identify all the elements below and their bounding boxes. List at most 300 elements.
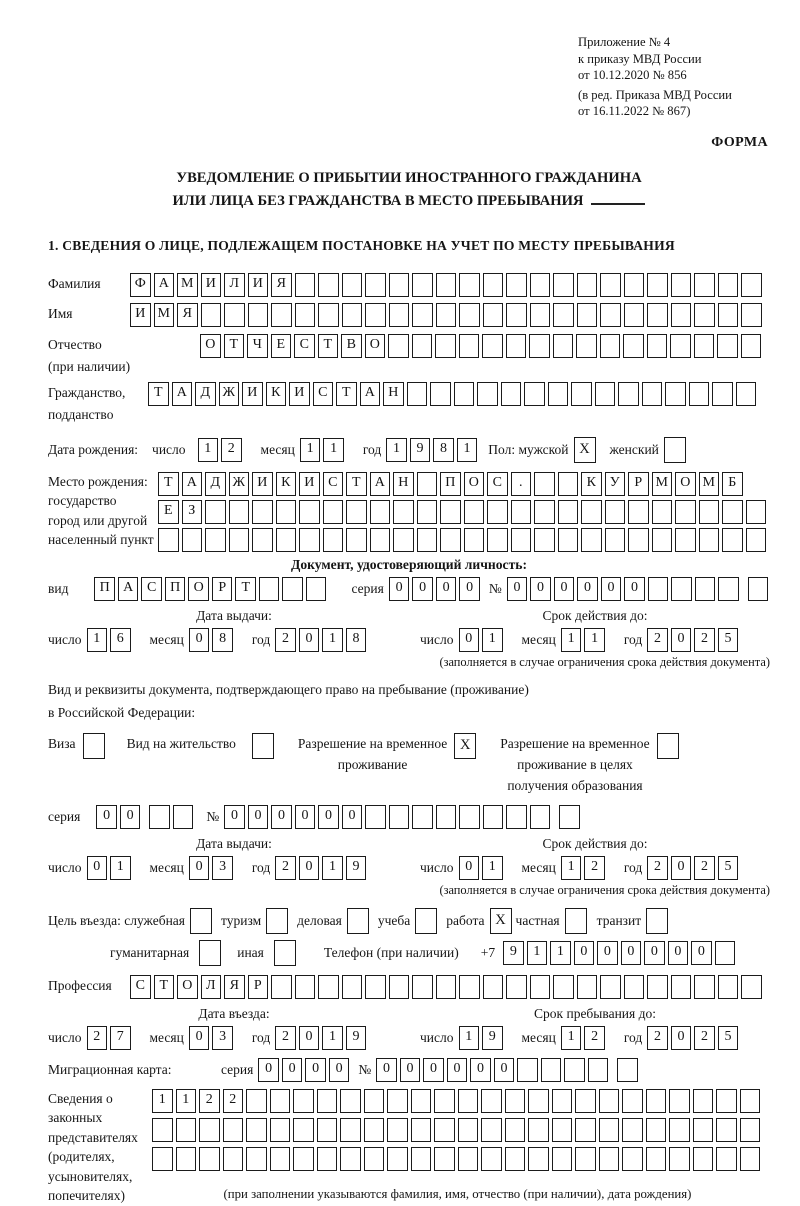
form-cell: К bbox=[276, 472, 297, 496]
form-cell bbox=[595, 382, 616, 406]
form-cell bbox=[487, 500, 508, 524]
form-cell bbox=[176, 1118, 197, 1142]
res-expiry-day bbox=[459, 856, 506, 880]
form-cell bbox=[652, 500, 673, 524]
form-cell: 2 bbox=[647, 628, 668, 652]
form-cell bbox=[246, 1118, 267, 1142]
form-cell: Я bbox=[224, 975, 245, 999]
cell-group bbox=[459, 1026, 506, 1044]
birth-place-block bbox=[48, 472, 770, 552]
cell-group bbox=[503, 941, 738, 959]
form-cell: 0 bbox=[671, 628, 692, 652]
form-cell: Т bbox=[346, 472, 367, 496]
form-cell bbox=[317, 1118, 338, 1142]
form-cell bbox=[483, 805, 504, 829]
cell-group bbox=[459, 856, 506, 874]
patronymic-row bbox=[48, 334, 770, 378]
form-cell: 1 bbox=[198, 438, 219, 462]
form-cell bbox=[436, 303, 457, 327]
form-cell bbox=[389, 273, 410, 297]
issue-date-header: Дата выдачи: bbox=[196, 607, 272, 623]
mig-series-label: серия bbox=[221, 1061, 254, 1077]
cell-group bbox=[561, 1026, 608, 1044]
form-cell bbox=[529, 334, 550, 358]
form-cell bbox=[481, 1118, 502, 1142]
sex-female-checkbox bbox=[664, 437, 686, 463]
name-row bbox=[48, 303, 770, 327]
form-cell bbox=[694, 334, 715, 358]
form-cell bbox=[205, 500, 226, 524]
form-cell bbox=[370, 500, 391, 524]
form-cell bbox=[317, 1147, 338, 1171]
form-cell bbox=[276, 528, 297, 552]
year-label: год bbox=[362, 441, 382, 457]
form-cell: 2 bbox=[694, 856, 715, 880]
form-cell: 2 bbox=[87, 1026, 108, 1050]
day-label: число bbox=[48, 1029, 82, 1045]
form-cell bbox=[736, 382, 757, 406]
form-cell: 1 bbox=[482, 628, 503, 652]
private-checkbox bbox=[565, 908, 587, 934]
form-cell bbox=[746, 500, 767, 524]
cell-group bbox=[130, 273, 765, 291]
study-label: учеба bbox=[377, 912, 411, 928]
form-cell: Р bbox=[248, 975, 269, 999]
res-expiry-col bbox=[420, 836, 770, 898]
form-cell bbox=[695, 577, 716, 601]
form-cell bbox=[506, 334, 527, 358]
form-cell bbox=[182, 528, 203, 552]
form-cell: 2 bbox=[694, 628, 715, 652]
form-cell bbox=[318, 273, 339, 297]
form-cell bbox=[746, 528, 767, 552]
form-cell: 0 bbox=[299, 628, 320, 652]
form-cell bbox=[293, 1118, 314, 1142]
form-cell: Ф bbox=[130, 273, 151, 297]
tourism-label: туризм bbox=[221, 912, 262, 928]
stay-day bbox=[459, 1026, 506, 1050]
form-cell bbox=[717, 334, 738, 358]
form-cell bbox=[365, 975, 386, 999]
form-cell: 2 bbox=[584, 1026, 605, 1050]
form-cell bbox=[282, 577, 303, 601]
form-cell bbox=[618, 382, 639, 406]
birth-place-cells-3 bbox=[158, 528, 769, 552]
form-cell bbox=[412, 975, 433, 999]
form-cell bbox=[689, 382, 710, 406]
form-cell: А bbox=[360, 382, 381, 406]
form-cell bbox=[558, 500, 579, 524]
cell-group bbox=[389, 577, 483, 595]
form-cell bbox=[647, 975, 668, 999]
issue-date-header: Дата выдачи: bbox=[196, 835, 272, 851]
form-cell bbox=[600, 334, 621, 358]
form-cell: Т bbox=[336, 382, 357, 406]
cell-group bbox=[748, 577, 772, 592]
year-label: год bbox=[251, 631, 271, 647]
stay-until-header: Срок пребывания до: bbox=[534, 1005, 656, 1021]
form-cell bbox=[528, 1147, 549, 1171]
form-cell: Р bbox=[212, 577, 233, 601]
form-cell: 1 bbox=[386, 438, 407, 462]
res-expiry-month bbox=[561, 856, 608, 880]
residence-permit-checkbox bbox=[252, 733, 274, 759]
form-cell: 0 bbox=[459, 577, 480, 601]
form-cell: Ч bbox=[247, 334, 268, 358]
rvp-checkbox: X bbox=[454, 733, 476, 759]
mig-number-cells bbox=[376, 1058, 641, 1082]
year-label: год bbox=[623, 1029, 643, 1045]
validity-note: (заполняется в случае ограничения срока действия документа) bbox=[439, 654, 770, 669]
work-label: работа bbox=[446, 912, 485, 928]
annex-line: (в ред. Приказа МВД России bbox=[578, 87, 732, 102]
forma-label: ФОРМА bbox=[711, 135, 768, 151]
form-cell bbox=[271, 303, 292, 327]
form-cell: К bbox=[581, 472, 602, 496]
form-cell bbox=[346, 528, 367, 552]
form-cell bbox=[599, 1089, 620, 1113]
res-issue-year bbox=[275, 856, 369, 880]
form-cell bbox=[295, 975, 316, 999]
form-cell: Л bbox=[201, 975, 222, 999]
business-label: деловая bbox=[297, 912, 342, 928]
form-cell bbox=[389, 975, 410, 999]
sex-male-label: Пол: мужской bbox=[488, 441, 569, 457]
form-cell: Т bbox=[235, 577, 256, 601]
cell-group bbox=[376, 1058, 611, 1076]
form-cell bbox=[599, 1147, 620, 1171]
form-cell bbox=[407, 382, 428, 406]
form-title-line2: ИЛИ ЛИЦА БЕЗ ГРАЖДАНСТВА В МЕСТО ПРЕБЫВАНИЯ bbox=[48, 190, 770, 213]
form-cell bbox=[718, 975, 739, 999]
form-cell: 8 bbox=[346, 628, 367, 652]
form-cell: 1 bbox=[527, 941, 548, 965]
section1-heading: 1. СВЕДЕНИЯ О ЛИЦЕ, ПОДЛЕЖАЩЕМ ПОСТАНОВКЕ НА УЧЕТ ПО МЕСТУ ПРЕБЫВАНИЯ bbox=[48, 237, 675, 253]
form-cell bbox=[693, 1089, 714, 1113]
surname-row bbox=[48, 273, 770, 297]
rvp-item bbox=[298, 733, 476, 775]
year-label: год bbox=[623, 631, 643, 647]
form-cell: 9 bbox=[410, 438, 431, 462]
cell-group bbox=[158, 500, 769, 518]
form-cell bbox=[712, 382, 733, 406]
form-cell bbox=[459, 273, 480, 297]
form-cell bbox=[693, 1118, 714, 1142]
form-cell bbox=[152, 1118, 173, 1142]
form-cell: А bbox=[172, 382, 193, 406]
form-cell bbox=[716, 1089, 737, 1113]
birth-date-label: Дата рождения: bbox=[48, 441, 139, 457]
form-cell bbox=[318, 975, 339, 999]
patronymic-cells bbox=[200, 334, 764, 358]
form-cell bbox=[646, 1118, 667, 1142]
form-cell: 0 bbox=[470, 1058, 491, 1082]
form-cell: 0 bbox=[342, 805, 363, 829]
form-cell bbox=[505, 1089, 526, 1113]
form-cell bbox=[541, 1058, 562, 1082]
form-cell bbox=[417, 528, 438, 552]
form-cell: 1 bbox=[561, 1026, 582, 1050]
form-cell bbox=[205, 528, 226, 552]
form-cell: 1 bbox=[459, 1026, 480, 1050]
form-cell bbox=[259, 577, 280, 601]
stay-month bbox=[561, 1026, 608, 1050]
form-cell: 0 bbox=[258, 1058, 279, 1082]
form-cell bbox=[741, 975, 762, 999]
form-cell bbox=[671, 577, 692, 601]
cell-group bbox=[300, 438, 347, 456]
visa-label: Виза bbox=[48, 735, 76, 751]
res-series-row bbox=[48, 805, 770, 829]
form-cell bbox=[387, 1089, 408, 1113]
official-checkbox bbox=[190, 908, 212, 934]
citizenship-cells bbox=[148, 382, 759, 406]
form-cell: 0 bbox=[271, 805, 292, 829]
form-cell bbox=[575, 1147, 596, 1171]
form-cell: 0 bbox=[400, 1058, 421, 1082]
form-cell bbox=[435, 334, 456, 358]
form-cell: Т bbox=[318, 334, 339, 358]
form-cell bbox=[577, 273, 598, 297]
form-cell bbox=[628, 528, 649, 552]
form-cell: С bbox=[130, 975, 151, 999]
form-cell: 0 bbox=[120, 805, 141, 829]
form-cell: 5 bbox=[718, 1026, 739, 1050]
name-label: Имя bbox=[48, 305, 73, 321]
form-cell bbox=[482, 334, 503, 358]
cell-group bbox=[158, 528, 769, 543]
migration-card-label: Миграционная карта: bbox=[48, 1061, 172, 1077]
study-checkbox bbox=[415, 908, 437, 934]
form-cell bbox=[459, 805, 480, 829]
form-cell bbox=[364, 1089, 385, 1113]
form-cell bbox=[412, 805, 433, 829]
form-cell bbox=[299, 500, 320, 524]
form-cell bbox=[295, 273, 316, 297]
form-cell: О bbox=[188, 577, 209, 601]
cell-group bbox=[459, 628, 506, 646]
form-cell bbox=[624, 273, 645, 297]
res-expiry-year bbox=[647, 856, 741, 880]
form-cell bbox=[387, 1147, 408, 1171]
doc-expiry-col bbox=[420, 608, 770, 670]
form-cell bbox=[534, 500, 555, 524]
cell-group bbox=[617, 1058, 641, 1073]
form-cell bbox=[365, 273, 386, 297]
form-cell bbox=[389, 805, 410, 829]
private-label: частная bbox=[515, 912, 560, 928]
doc-kind-label: вид bbox=[48, 580, 69, 596]
form-cell: 0 bbox=[423, 1058, 444, 1082]
tourism-checkbox bbox=[266, 908, 288, 934]
form-cell bbox=[605, 528, 626, 552]
day-label: число bbox=[48, 631, 82, 647]
form-cell: 0 bbox=[459, 628, 480, 652]
form-cell bbox=[458, 1118, 479, 1142]
representatives-cells-2 bbox=[152, 1118, 763, 1142]
doc-issue-month bbox=[189, 628, 236, 652]
form-cell bbox=[323, 528, 344, 552]
form-cell: Н bbox=[393, 472, 414, 496]
form-cell bbox=[412, 303, 433, 327]
form-cell: М bbox=[699, 472, 720, 496]
form-cell: 0 bbox=[671, 1026, 692, 1050]
form-cell: 1 bbox=[584, 628, 605, 652]
profession-label: Профессия bbox=[48, 977, 112, 993]
form-cell bbox=[552, 1147, 573, 1171]
form-cell bbox=[436, 805, 457, 829]
doc-issue-day bbox=[87, 628, 134, 652]
birth-month-cells bbox=[300, 438, 347, 462]
form-cell bbox=[417, 500, 438, 524]
birth-day-cells bbox=[198, 438, 245, 462]
profession-row bbox=[48, 975, 770, 999]
form-cell: 8 bbox=[433, 438, 454, 462]
form-cell bbox=[553, 334, 574, 358]
form-cell: 1 bbox=[550, 941, 571, 965]
form-cell: 2 bbox=[275, 628, 296, 652]
form-cell bbox=[548, 382, 569, 406]
form-cell bbox=[199, 1118, 220, 1142]
cell-group bbox=[224, 805, 553, 823]
residence-doc-text: Вид и реквизиты документа, подтверждающего право на пребывание (проживание) в Российской Федерации: bbox=[48, 681, 529, 720]
form-cell: З bbox=[182, 500, 203, 524]
doc-kind-row bbox=[48, 577, 770, 601]
form-cell bbox=[740, 1118, 761, 1142]
form-cell bbox=[454, 382, 475, 406]
form-cell bbox=[364, 1118, 385, 1142]
form-cell: Я bbox=[271, 273, 292, 297]
form-cell bbox=[224, 303, 245, 327]
form-cell bbox=[718, 577, 739, 601]
form-cell: 2 bbox=[199, 1089, 220, 1113]
entry-month bbox=[189, 1026, 236, 1050]
representatives-block bbox=[48, 1089, 770, 1206]
form-cell bbox=[600, 975, 621, 999]
form-cell bbox=[464, 500, 485, 524]
form-cell: 0 bbox=[189, 856, 210, 880]
form-cell: 2 bbox=[694, 1026, 715, 1050]
form-cell bbox=[387, 1118, 408, 1142]
form-cell bbox=[271, 975, 292, 999]
cell-group bbox=[130, 303, 765, 321]
doc-issue-year bbox=[275, 628, 369, 652]
form-cell: 0 bbox=[621, 941, 642, 965]
form-cell: 0 bbox=[189, 628, 210, 652]
form-cell bbox=[530, 273, 551, 297]
form-cell bbox=[342, 303, 363, 327]
form-cell bbox=[229, 500, 250, 524]
form-cell: 1 bbox=[322, 628, 343, 652]
stay-year bbox=[647, 1026, 741, 1050]
form-cell bbox=[530, 975, 551, 999]
form-cell: 0 bbox=[597, 941, 618, 965]
form-cell: М bbox=[177, 273, 198, 297]
form-cell bbox=[483, 303, 504, 327]
form-cell bbox=[411, 1118, 432, 1142]
birth-place-cells-1 bbox=[158, 472, 769, 496]
form-cell: Т bbox=[154, 975, 175, 999]
form-cell: О bbox=[365, 334, 386, 358]
form-cell bbox=[722, 500, 743, 524]
humanitarian-label: гуманитарная bbox=[110, 944, 190, 960]
form-cell bbox=[600, 273, 621, 297]
form-cell bbox=[340, 1147, 361, 1171]
res-issue-month bbox=[189, 856, 236, 880]
surname-label: Фамилия bbox=[48, 275, 101, 291]
day-label: число bbox=[420, 1029, 454, 1045]
form-cell: 8 bbox=[212, 628, 233, 652]
visa-checkbox bbox=[83, 733, 105, 759]
form-cell: 0 bbox=[96, 805, 117, 829]
form-cell bbox=[246, 1147, 267, 1171]
year-label: год bbox=[623, 859, 643, 875]
form-cell bbox=[270, 1147, 291, 1171]
form-cell bbox=[483, 975, 504, 999]
form-cell bbox=[487, 528, 508, 552]
purpose-row bbox=[48, 908, 770, 934]
form-cell: 9 bbox=[482, 1026, 503, 1050]
doc-issue-col bbox=[48, 608, 420, 670]
form-cell bbox=[647, 273, 668, 297]
form-cell bbox=[605, 500, 626, 524]
form-cell: 0 bbox=[574, 941, 595, 965]
cell-group bbox=[87, 1026, 134, 1044]
cell-group bbox=[152, 1147, 763, 1162]
form-cell: У bbox=[605, 472, 626, 496]
phone-cells bbox=[503, 941, 738, 965]
cell-group bbox=[189, 856, 236, 874]
form-cell: 2 bbox=[223, 1089, 244, 1113]
form-cell: 0 bbox=[601, 577, 622, 601]
cell-group bbox=[647, 1026, 741, 1044]
birth-place-label: Место рождения: государство город или другой населенный пункт bbox=[48, 473, 154, 548]
form-cell bbox=[693, 1147, 714, 1171]
other-purpose-label: иная bbox=[237, 944, 264, 960]
form-cell bbox=[481, 1089, 502, 1113]
mig-number-label: № bbox=[358, 1061, 372, 1077]
form-cell bbox=[229, 528, 250, 552]
form-cell bbox=[505, 1147, 526, 1171]
form-cell bbox=[506, 975, 527, 999]
form-cell: 1 bbox=[322, 856, 343, 880]
birth-year-cells bbox=[386, 438, 480, 462]
form-cell bbox=[622, 1147, 643, 1171]
form-cell bbox=[575, 1089, 596, 1113]
cell-group bbox=[559, 805, 583, 820]
form-cell: В bbox=[341, 334, 362, 358]
form-cell: П bbox=[94, 577, 115, 601]
form-cell: И bbox=[201, 273, 222, 297]
form-cell: С bbox=[487, 472, 508, 496]
other-purpose-checkbox bbox=[274, 940, 296, 966]
citizenship-label: Гражданство, подданство bbox=[48, 384, 126, 422]
representatives-cells-col bbox=[152, 1089, 763, 1202]
form-cell: Е bbox=[158, 500, 179, 524]
form-cell bbox=[458, 1089, 479, 1113]
cell-group bbox=[152, 1118, 763, 1133]
form-cell bbox=[436, 975, 457, 999]
form-cell bbox=[248, 303, 269, 327]
rvp-edu-label: Разрешение на временное проживание в целях получения образования bbox=[500, 735, 650, 793]
form-cell: 6 bbox=[110, 628, 131, 652]
form-cell bbox=[252, 500, 273, 524]
form-cell bbox=[459, 334, 480, 358]
form-cell bbox=[306, 577, 327, 601]
form-cell: 0 bbox=[668, 941, 689, 965]
form-cell bbox=[642, 382, 663, 406]
form-cell: 1 bbox=[176, 1089, 197, 1113]
